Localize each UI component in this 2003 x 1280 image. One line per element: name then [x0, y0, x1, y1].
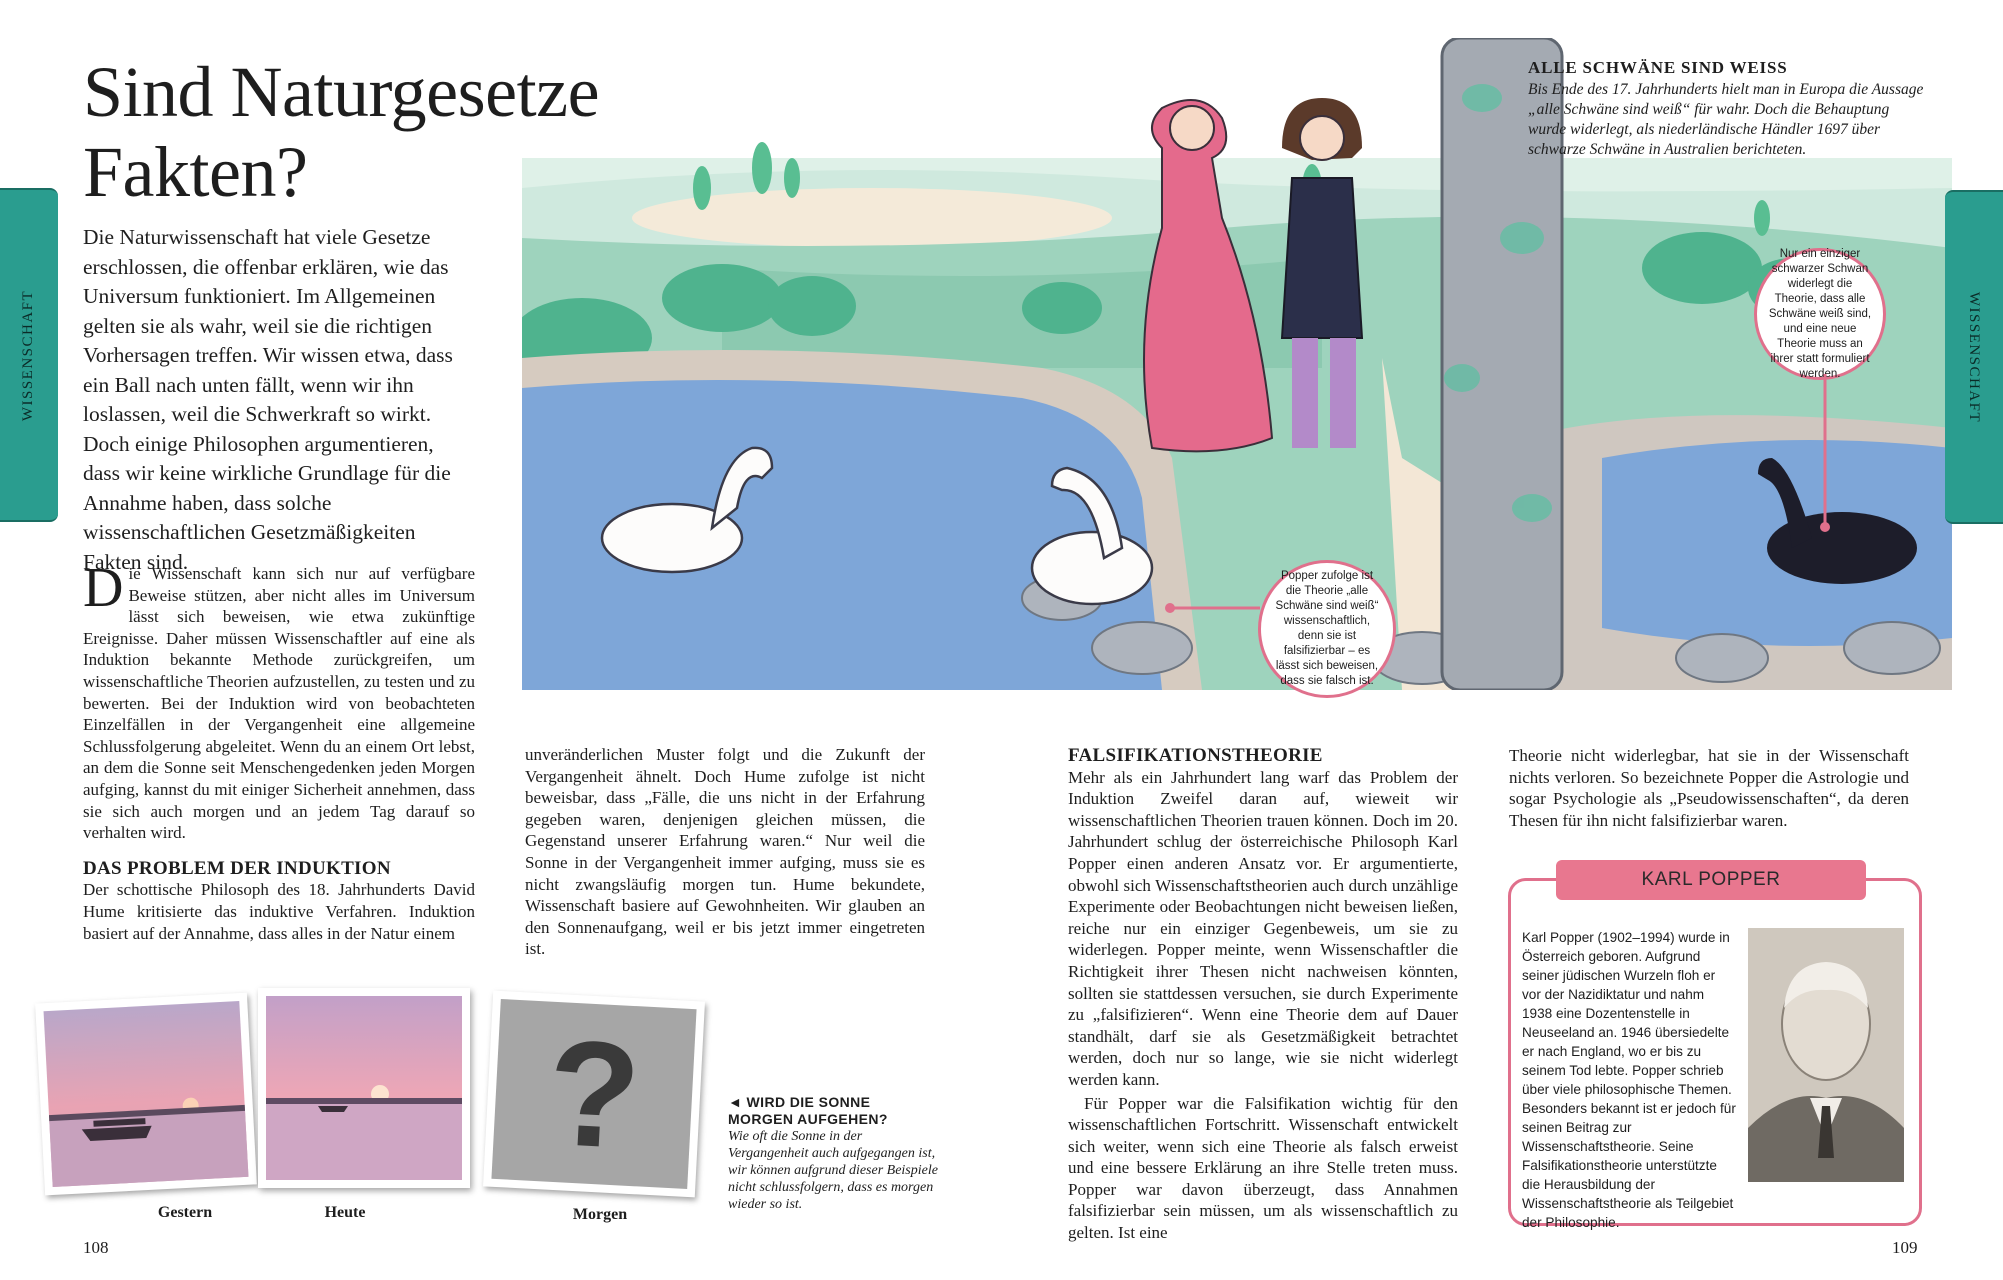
drop-cap: D — [83, 557, 124, 619]
swan-callout-heading: ALLE SCHWÄNE SIND WEISS — [1528, 58, 1788, 77]
popper-bubble-text: Popper zufolge ist die Theorie „alle Schwäne sind weiß“ wissenschaftlich, denn sie ist falsifizierbar – es lässt sich beweisen, dass sie falsch ist. — [1275, 570, 1379, 687]
section-tab-label: WISSENSCHAFT — [1966, 291, 1983, 423]
body-paragraph: Mehr als ein Jahrhundert lang warf das Problem der Induktion Zweifel daran auf, wieweit wir wissenschaftlichen Theorien trauen können. Doch im 20. Jahrhundert schlug der österreichische Philosoph Karl Popper einen anderen Ansatz vor. Er argumentierte, obwohl sich Wissenschaftstheorien auch durch unzählige Experimente oder Beobachtungen nicht beweisen ließen, reiche nur ein einziger Gegenbeweis, um sie zu widerlegen. Popper meinte, wenn Wissenschaftler die Richtigkeit ihrer Thesen nicht nachweisen könnten, sollten sie stattdessen versuchen, sie durch Experimente zu „falsifizieren“. Wenn eine Theorie dem auf Dauer standhält, darf sie als Gesetzmäßigkeit betrachtet werden, doch nur so lange, wie sie nicht widerlegt werden kann. — [1068, 767, 1458, 1089]
karl-popper-box-heading: KARL POPPER — [1556, 860, 1866, 900]
section-tab-right — [1945, 190, 2003, 524]
karl-popper-box-text: Karl Popper (1902–1994) wurde in Österreich geboren. Aufgrund seiner jüdischen Wurzeln floh er vor der Nazidiktatur und nahm 1938 eine Dozentenstelle in Neuseeland an. 1946 übersiedelte er nach England, wo er bis zu seinem Tod lebte. Popper schrieb über viele philosophische Themen. Besonders bekannt ist er jedoch für seinen Beitrag zur Wissenschaftstheorie. Seine Falsifikationstheorie unterstützte die Herausbildung der Wissenschaftstheorie als Teilgebiet der Philosophie. — [1522, 930, 1736, 1230]
section-tab-label: WISSENSCHAFT — [20, 289, 37, 421]
body-paragraph: Der schottische Philosoph des 18. Jahrhunderts David Hume kritisierte das induktive Verfahren. Induktion basiert auf der Annahme, dass alles in der Natur einem — [83, 880, 475, 943]
page-number-left: 108 — [83, 1238, 109, 1257]
photo-label-morgen: Morgen — [572, 1206, 628, 1223]
section-tab-left — [0, 188, 58, 522]
body-column-1 — [83, 557, 475, 944]
page-title: Sind Naturgesetze Fakten? — [83, 52, 600, 212]
photo-gestern — [35, 993, 257, 1196]
body-column-4 — [1509, 745, 1909, 831]
sunset-image — [258, 988, 470, 1188]
sunrise-caption-heading: ◄ WIRD DIE SONNE MORGEN AUFGEHEN? — [728, 1094, 888, 1127]
black-swan-bubble — [1754, 248, 1886, 380]
photo-heute — [258, 988, 470, 1188]
body-paragraph: Theorie nicht widerlegbar, hat sie in der Wissenschaft nichts verloren. So bezeichnete Popper die Astrologie und sogar Psychologie als „Pseudowissenschaften“, da deren Thesen für ihn nicht falsifizierbar waren. — [1509, 746, 1909, 830]
bubble-pointer-line — [1820, 374, 1830, 534]
karl-popper-portrait — [1748, 928, 1904, 1182]
photo-morgen — [483, 991, 705, 1198]
black-swan-bubble-text: Nur ein einziger schwarzer Schwan widerlegt die Theorie, dass alle Schwäne weiß sind, und eine neue Theorie muss an ihrer statt formuliert werden. — [1768, 247, 1872, 380]
body-paragraph: unveränderlichen Muster folgt und die Zukunft der Vergangenheit ähnelt. Doch Hume zufolge ist nicht beweisbar, dass „Fälle, die uns nicht in der Erfahrung gegeben waren, denjenigen gleichen müssen, die Gegenstand unserer Erfahrung waren.“ Nur weil die Sonne in der Vergangenheit immer aufging, muss sie es nicht zwangsläufig morgen tun. Hume bekundete, Wissenschaft basiere auf Gewohnheiten. Wir glauben an den Sonnenaufgang, weil er bis jetzt immer eingetreten ist. — [525, 745, 925, 959]
portrait-image — [1748, 928, 1904, 1182]
bubble-pointer-line — [1164, 598, 1264, 618]
body-paragraph: ie Wissenschaft kann sich nur auf verfügbare Beweise stützen, aber nicht alles im Universum lässt sich beweisen, wie etwa zukünftige Ereignisse. Daher müssen Wissenschaftler auf eine als Induktion bekannte Methode zurückgreifen, um wissenschaftliche Theorien aufzustellen, zu testen und zu bewerten. Bei der Induktion wird von beobachteten Einzelfällen in der Vergangenheit eine allgemeine Schlussfolgerung abgeleitet. Wenn du an einem Ort lebst, an dem die Sonne seit Menschengedenken jeden Morgen aufging, kannst du mit einiger Sicherheit annehmen, dass sie sich auch morgen und an jedem Tag darauf so verhalten wird. — [83, 564, 475, 843]
photo-label-gestern: Gestern — [157, 1204, 213, 1221]
body-paragraph: Für Popper war die Falsifikation wichtig für den wissenschaftlichen Fortschritt. Wissenschaft entwickelt sich weiter, wenn sich eine Theorie als falsch erweist und eine bessere Erklärung an ihre Stelle treten muss. Popper war davon überzeugt, dass Annahmen falsifizierbar sein müssen, um als wissenschaftlich zu gelten. Ist eine — [1068, 1093, 1458, 1243]
question-mark-icon: ? — [543, 1007, 645, 1181]
sunrise-caption-text: Wie oft die Sonne in der Vergangenheit auch aufgegangen ist, wir können aufgrund dieser Beispiele nicht schlussfolgern, dass es morgen wieder so ist. — [728, 1129, 938, 1212]
photo-label-heute: Heute — [324, 1204, 366, 1221]
popper-bubble — [1258, 560, 1396, 698]
body-column-2 — [525, 744, 925, 960]
intro-paragraph: Die Naturwissenschaft hat viele Gesetze erschlossen, die offenbar erklären, wie das Universum funktioniert. Im Allgemeinen gelten sie als wahr, weil sie die richtigen Vorhersagen treffen. Wir wissen etwa, dass ein Ball nach unten fällt, wenn wir ihn loslassen, weil die Schwerkraft so wirkt. Doch einige Philosophen argumentieren, dass wir keine wirkliche Grundlage für die Annahme haben, dass solche wissenschaftlichen Gesetzmäßigkeiten Fakten sind. — [83, 225, 453, 574]
swan-callout-text: Bis Ende des 17. Jahrhunderts hielt man in Europa die Aussage „alle Schwäne sind weiß“ für wahr. Doch die Behauptung wurde widerlegt, als niederländische Händler 1697 über schwarze Schwäne in Australien berichteten. — [1528, 81, 1924, 158]
subheading-falsification: FALSIFIKATIONSTHEORIE — [1068, 745, 1323, 766]
page-number-right: 109 — [1892, 1238, 1918, 1257]
subheading-induction: DAS PROBLEM DER INDUKTION — [83, 857, 391, 879]
sunset-image — [35, 993, 257, 1196]
body-column-3 — [1068, 745, 1458, 1244]
